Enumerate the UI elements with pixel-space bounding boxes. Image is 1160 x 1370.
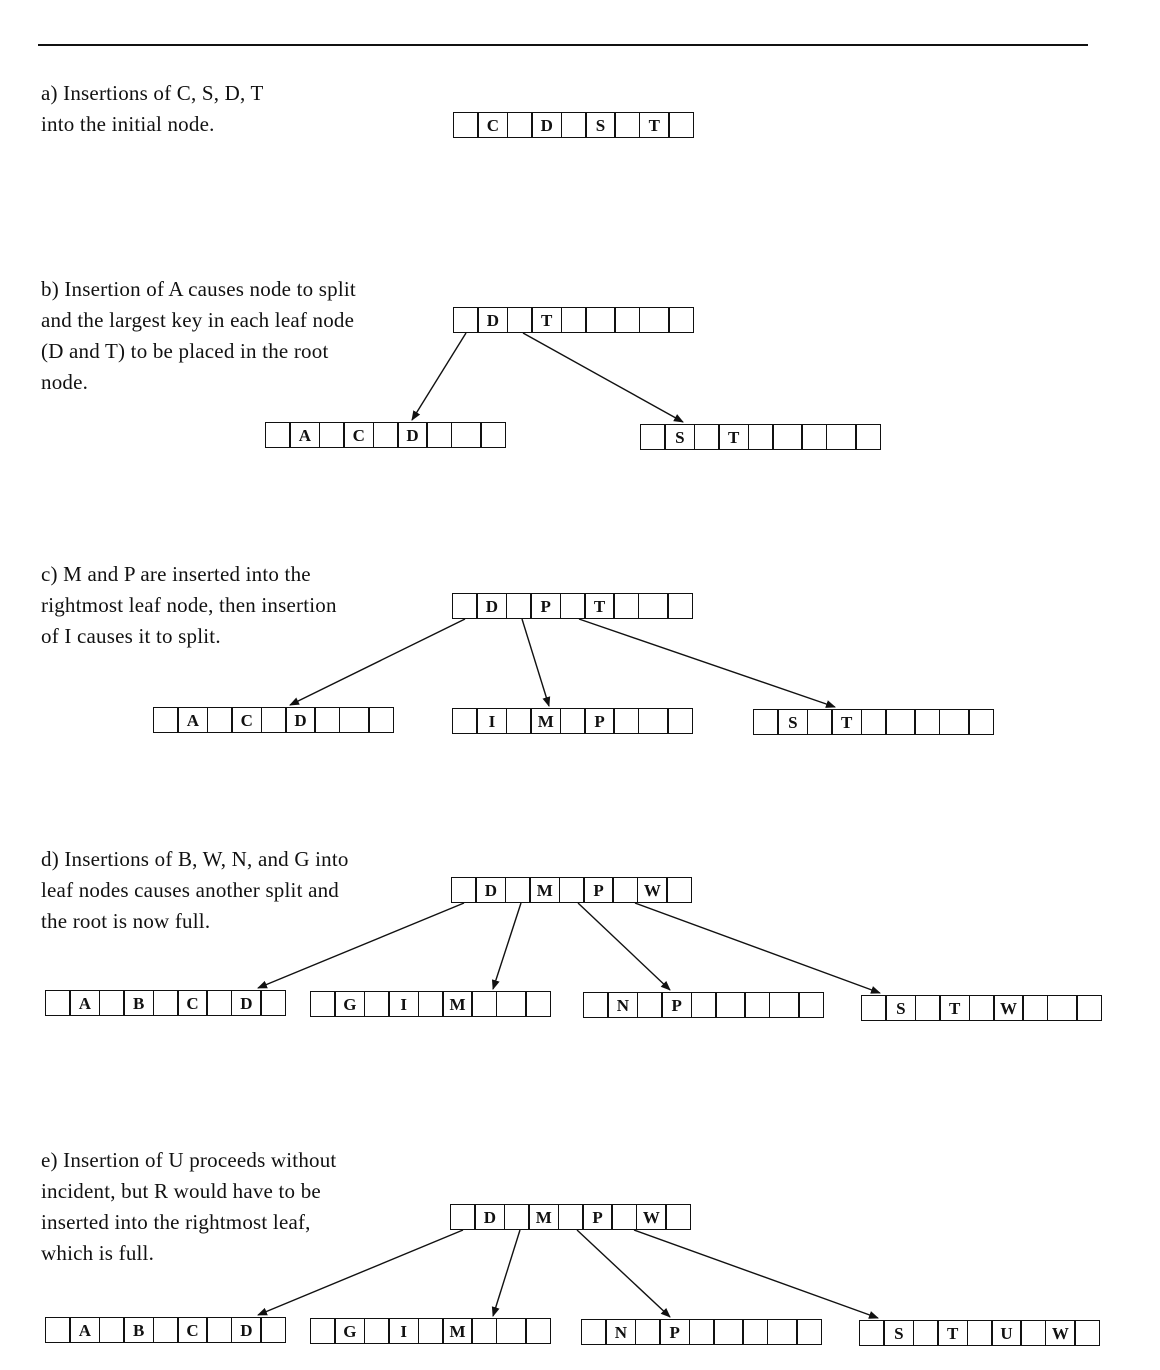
caption-line: c) M and P are inserted into the <box>41 562 311 586</box>
key-cell: B <box>123 990 154 1016</box>
step-caption-a <box>41 78 264 140</box>
pointer-cell <box>640 424 666 450</box>
pointer-cell <box>748 424 774 450</box>
pointer-cell <box>364 991 390 1017</box>
caption-line: e) Insertion of U proceeds without <box>41 1148 337 1172</box>
key-cell: P <box>659 1319 690 1345</box>
caption-line: which is full. <box>41 1241 155 1265</box>
pointer-cell <box>801 424 827 450</box>
key-cell: D <box>397 422 428 448</box>
key-cell <box>639 307 670 333</box>
key-cell: D <box>477 307 508 333</box>
caption-line: node. <box>41 370 89 394</box>
pointer-cell <box>613 593 639 619</box>
key-cell: T <box>531 307 562 333</box>
pointer-cell <box>206 990 232 1016</box>
pointer-cell <box>967 1320 993 1346</box>
caption-line: b) Insertion of A causes node to split <box>41 277 356 301</box>
leaf-node-e-4 <box>859 1320 1100 1346</box>
pointer-cell <box>265 422 291 448</box>
pointer-cell <box>260 990 286 1016</box>
key-cell <box>496 991 527 1017</box>
step-caption-c <box>41 559 337 652</box>
key-cell: A <box>69 1317 100 1343</box>
pointer-cell <box>453 112 479 138</box>
pointer-cell <box>45 1317 71 1343</box>
pointer-cell <box>507 112 533 138</box>
key-cell <box>496 1318 527 1344</box>
pointer-cell <box>560 708 586 734</box>
caption-line: (D and T) to be placed in the root <box>41 339 329 363</box>
leaf-node-d-2 <box>310 991 551 1017</box>
pointer-cell <box>855 424 881 450</box>
key-cell: A <box>289 422 320 448</box>
key-cell: S <box>585 112 616 138</box>
key-cell: W <box>993 995 1024 1021</box>
pointer-cell <box>45 990 71 1016</box>
pointer-cell <box>753 709 779 735</box>
pointer-cell <box>99 990 125 1016</box>
key-cell <box>451 422 482 448</box>
key-cell: T <box>937 1320 968 1346</box>
key-cell: N <box>607 992 638 1018</box>
pointer-arrow <box>578 903 670 990</box>
key-cell: W <box>637 877 668 903</box>
pointer-cell <box>368 707 394 733</box>
pointer-cell <box>798 992 824 1018</box>
key-cell <box>939 709 970 735</box>
pointer-cell <box>506 708 532 734</box>
pointer-cell <box>418 991 444 1017</box>
key-cell <box>638 708 669 734</box>
caption-line: and the largest key in each leaf node <box>41 308 355 332</box>
pointer-cell <box>689 1319 715 1345</box>
root-node-a <box>453 112 694 138</box>
pointer-cell <box>452 593 478 619</box>
key-cell: I <box>476 708 507 734</box>
pointer-cell <box>614 307 640 333</box>
pointer-arrow <box>493 1230 520 1316</box>
pointer-cell <box>561 307 587 333</box>
pointer-cell <box>614 112 640 138</box>
caption-line: d) Insertions of B, W, N, and G into <box>41 847 349 871</box>
pointer-cell <box>153 707 179 733</box>
pointer-cell <box>525 1318 551 1344</box>
key-cell <box>713 1319 744 1345</box>
key-cell <box>885 709 916 735</box>
pointer-arrow <box>635 903 880 993</box>
caption-line: inserted into the rightmost leaf, <box>41 1210 311 1234</box>
pointer-arrow <box>522 619 549 706</box>
pointer-cell <box>913 1320 939 1346</box>
key-cell: C <box>177 990 208 1016</box>
pointer-cell <box>471 1318 497 1344</box>
pointer-cell <box>260 1317 286 1343</box>
leaf-node-c-3 <box>753 709 994 735</box>
pointer-arrow <box>493 903 521 989</box>
key-cell: T <box>584 593 615 619</box>
pointer-cell <box>583 992 609 1018</box>
key-cell: P <box>584 708 615 734</box>
key-cell: G <box>334 1318 365 1344</box>
key-cell: D <box>231 990 262 1016</box>
key-cell <box>772 424 803 450</box>
leaf-node-c-1 <box>153 707 394 733</box>
key-cell: D <box>475 877 506 903</box>
pointer-cell <box>668 307 694 333</box>
pointer-cell <box>635 1319 661 1345</box>
key-cell: D <box>285 707 316 733</box>
pointer-cell <box>807 709 833 735</box>
key-cell: T <box>831 709 862 735</box>
key-cell: D <box>531 112 562 138</box>
pointer-cell <box>505 877 531 903</box>
leaf-node-d-4 <box>861 995 1102 1021</box>
key-cell: G <box>334 991 365 1017</box>
pointer-cell <box>153 990 179 1016</box>
key-cell: C <box>177 1317 208 1343</box>
key-cell: B <box>123 1317 154 1343</box>
pointer-cell <box>861 709 887 735</box>
pointer-cell <box>691 992 717 1018</box>
pointer-arrow <box>412 333 466 420</box>
pointer-cell <box>506 593 532 619</box>
key-cell: A <box>69 990 100 1016</box>
caption-line: rightmost leaf node, then insertion <box>41 593 337 617</box>
pointer-cell <box>471 991 497 1017</box>
key-cell: T <box>718 424 749 450</box>
key-cell: P <box>661 992 692 1018</box>
key-cell <box>826 424 857 450</box>
pointer-cell <box>504 1204 530 1230</box>
pointer-cell <box>480 422 506 448</box>
pointer-cell <box>207 707 233 733</box>
pointer-cell <box>581 1319 607 1345</box>
pointer-cell <box>796 1319 822 1345</box>
pointer-cell <box>426 422 452 448</box>
key-cell: S <box>777 709 808 735</box>
key-cell: I <box>388 1318 419 1344</box>
leaf-node-e-3 <box>581 1319 822 1345</box>
key-cell <box>769 992 800 1018</box>
pointer-cell <box>525 991 551 1017</box>
pointer-cell <box>1020 1320 1046 1346</box>
pointer-cell <box>666 877 692 903</box>
leaf-node-e-2 <box>310 1318 551 1344</box>
root-node-e <box>450 1204 691 1230</box>
leaf-node-d-3 <box>583 992 824 1018</box>
pointer-cell <box>364 1318 390 1344</box>
pointer-cell <box>742 1319 768 1345</box>
root-node-c <box>452 593 693 619</box>
pointer-cell <box>310 1318 336 1344</box>
pointer-cell <box>1074 1320 1100 1346</box>
key-cell: S <box>664 424 695 450</box>
pointer-cell <box>914 709 940 735</box>
pointer-cell <box>451 877 477 903</box>
key-cell: S <box>885 995 916 1021</box>
key-cell: M <box>528 1204 559 1230</box>
pointer-cell <box>667 593 693 619</box>
root-node-b <box>453 307 694 333</box>
key-cell: W <box>636 1204 667 1230</box>
key-cell: W <box>1045 1320 1076 1346</box>
pointer-cell <box>153 1317 179 1343</box>
pointer-cell <box>310 991 336 1017</box>
key-cell: N <box>605 1319 636 1345</box>
pointer-cell <box>1076 995 1102 1021</box>
key-cell: C <box>343 422 374 448</box>
caption-line: into the initial node. <box>41 112 215 136</box>
key-cell: D <box>476 593 507 619</box>
pointer-cell <box>261 707 287 733</box>
key-cell: M <box>442 1318 473 1344</box>
pointer-arrow <box>577 1230 670 1317</box>
pointer-cell <box>560 593 586 619</box>
key-cell <box>715 992 746 1018</box>
key-cell: P <box>582 1204 613 1230</box>
pointer-cell <box>667 708 693 734</box>
pointer-arrow <box>579 619 835 707</box>
pointer-cell <box>452 708 478 734</box>
pointer-cell <box>450 1204 476 1230</box>
key-cell: C <box>231 707 262 733</box>
leaf-node-c-2 <box>452 708 693 734</box>
pointer-cell <box>612 877 638 903</box>
step-caption-e <box>41 1145 336 1269</box>
key-cell <box>1047 995 1078 1021</box>
pointer-cell <box>915 995 941 1021</box>
pointer-cell <box>373 422 399 448</box>
pointer-cell <box>665 1204 691 1230</box>
pointer-arrow <box>523 333 683 422</box>
key-cell: P <box>583 877 614 903</box>
leaf-node-b-2 <box>640 424 881 450</box>
key-cell: U <box>991 1320 1022 1346</box>
pointer-cell <box>611 1204 637 1230</box>
pointer-cell <box>206 1317 232 1343</box>
pointer-cell <box>859 1320 885 1346</box>
key-cell: I <box>388 991 419 1017</box>
key-cell: M <box>529 877 560 903</box>
pointer-cell <box>453 307 479 333</box>
caption-line: the root is now full. <box>41 909 211 933</box>
caption-line: of I causes it to split. <box>41 624 221 648</box>
pointer-cell <box>559 877 585 903</box>
key-cell <box>638 593 669 619</box>
caption-line: a) Insertions of C, S, D, T <box>41 81 264 105</box>
caption-line: incident, but R would have to be <box>41 1179 321 1203</box>
step-caption-b <box>41 274 356 398</box>
root-node-d <box>451 877 692 903</box>
key-cell: M <box>442 991 473 1017</box>
key-cell: T <box>639 112 670 138</box>
pointer-cell <box>744 992 770 1018</box>
key-cell: M <box>530 708 561 734</box>
key-cell: P <box>530 593 561 619</box>
pointer-cell <box>637 992 663 1018</box>
key-cell <box>339 707 370 733</box>
pointer-cell <box>861 995 887 1021</box>
pointer-cell <box>418 1318 444 1344</box>
key-cell: D <box>231 1317 262 1343</box>
key-cell: S <box>883 1320 914 1346</box>
leaf-node-e-1 <box>45 1317 286 1343</box>
pointer-cell <box>507 307 533 333</box>
pointer-cell <box>558 1204 584 1230</box>
key-cell: A <box>177 707 208 733</box>
pointer-cell <box>1022 995 1048 1021</box>
key-cell: C <box>477 112 508 138</box>
step-caption-d <box>41 844 349 937</box>
pointer-cell <box>613 708 639 734</box>
leaf-node-d-1 <box>45 990 286 1016</box>
pointer-cell <box>694 424 720 450</box>
pointer-cell <box>668 112 694 138</box>
pointer-cell <box>968 709 994 735</box>
pointer-cell <box>319 422 345 448</box>
caption-line: leaf nodes causes another split and <box>41 878 339 902</box>
key-cell <box>585 307 616 333</box>
pointer-arrow <box>634 1230 878 1318</box>
pointer-cell <box>99 1317 125 1343</box>
pointer-cell <box>561 112 587 138</box>
key-cell: D <box>474 1204 505 1230</box>
pointer-cell <box>314 707 340 733</box>
pointer-cell <box>969 995 995 1021</box>
key-cell: T <box>939 995 970 1021</box>
leaf-node-b-1 <box>265 422 506 448</box>
key-cell <box>767 1319 798 1345</box>
